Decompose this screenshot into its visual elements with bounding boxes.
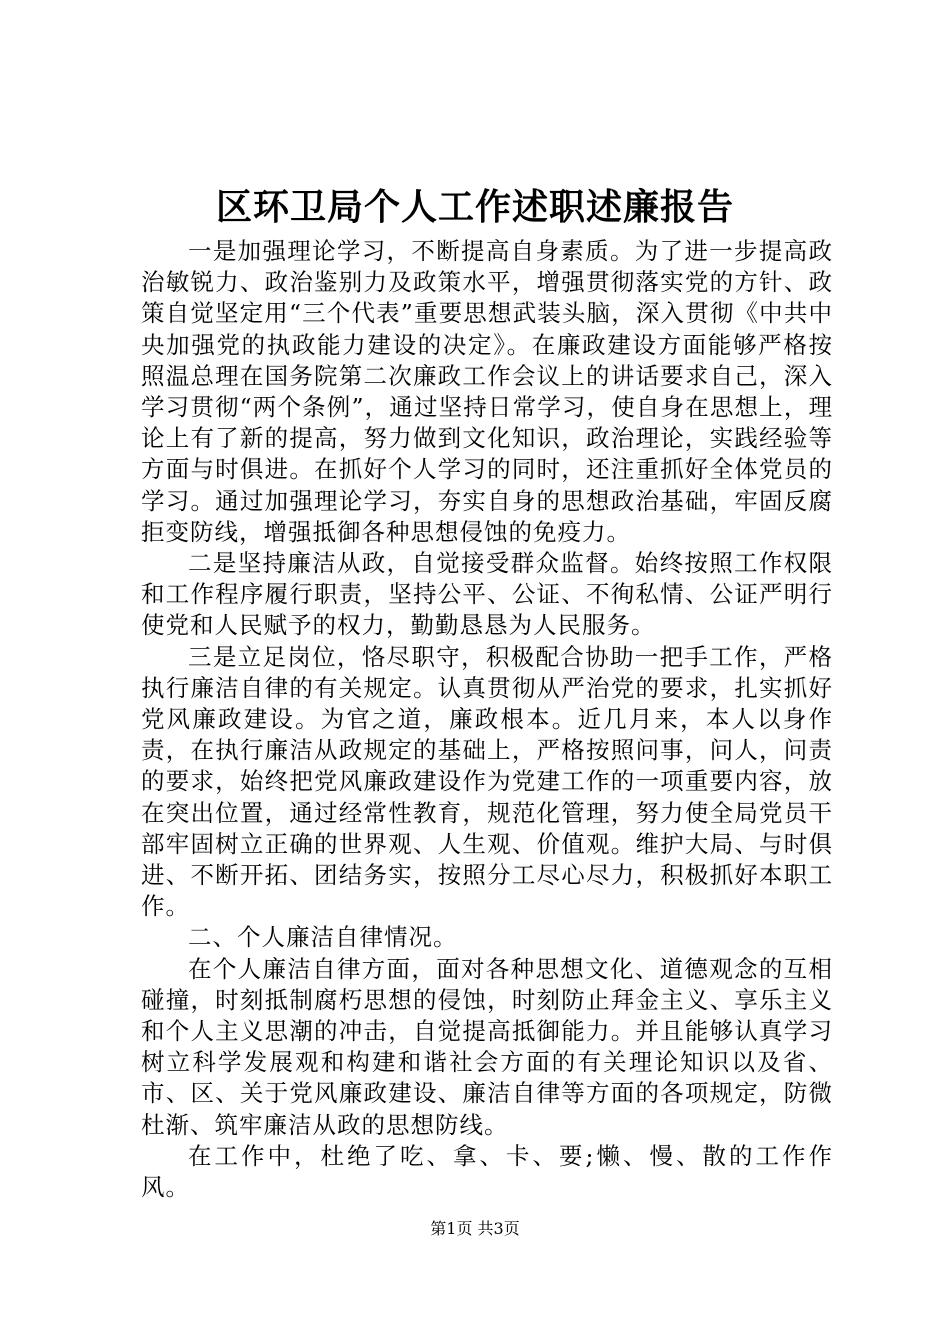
paragraph-post-duty: 三是立足岗位，恪尽职守，积极配合协助一把手工作，严格执行廉洁自律的有关规定。认真贯彻从严治党的要求，扎实抓好党风廉政建设。为官之道，廉政根本。近几月来，本人以身作责，在执行廉洁从政规定的基础上，严格按照问事，问人，问责的要求，始终把党风廉政建设作为党建工作的一项重要内容，放在突出位置，通过经常性教育，规范化管理，努力使全局党员干部牢固树立正确的世界观、人生观、价值观。维护大局、与时俱进、不断开拓、团结务实，按照分工尽心尽力，积极抓好本职工作。 xyxy=(141,642,833,921)
page-footer: 第1页 共3页 xyxy=(430,1219,520,1238)
document-title: 区环卫局个人工作述职述廉报告 xyxy=(215,186,734,228)
document-body xyxy=(141,236,833,1203)
paragraph-theory-study: 一是加强理论学习，不断提高自身素质。为了进一步提高政治敏锐力、政治鉴别力及政策水平，增强贯彻落实党的方针、政策自觉坚定用“三个代表”重要思想武装头脑，深入贯彻《中共中央加强党的执政能力建设的决定》。在廉政建设方面能够严格按照温总理在国务院第二次廉政工作会议上的讲话要求自己，深入学习贯彻“两个条例”，通过坚持日常学习，使自身在思想上，理论上有了新的提高，努力做到文化知识，政治理论，实践经验等方面与时俱进。在抓好个人学习的同时，还注重抓好全体党员的学习。通过加强理论学习，夯实自身的思想政治基础，牢固反腐拒变防线，增强抵御各种思想侵蚀的免疫力。 xyxy=(141,237,833,546)
section-heading-self-discipline: 二、个人廉洁自律情况。 xyxy=(188,923,458,952)
paragraph-self-discipline: 在个人廉洁自律方面，面对各种思想文化、道德观念的互相碰撞，时刻抵制腐朽思想的侵蚀，时刻防止拜金主义、享乐主义和个人主义思潮的冲击，自觉提高抵御能力。并且能够认真学习树立科学发展观和构建和谐社会方面的有关理论知识以及省、市、区、关于党风廉政建设、廉洁自律等方面的各项规定，防微杜渐、筑牢廉洁从政的思想防线。 xyxy=(141,954,833,1139)
paragraph-work-style: 在工作中，杜绝了吃、拿、卡、要;懒、慢、散的工作作风。 xyxy=(141,1141,833,1202)
paragraph-clean-governance: 二是坚持廉洁从政，自觉接受群众监督。始终按照工作权限和工作程序履行职责，坚持公平、公证、不徇私情、公证严明行使党和人民赋予的权力，勤勤恳恳为人民服务。 xyxy=(141,549,833,640)
